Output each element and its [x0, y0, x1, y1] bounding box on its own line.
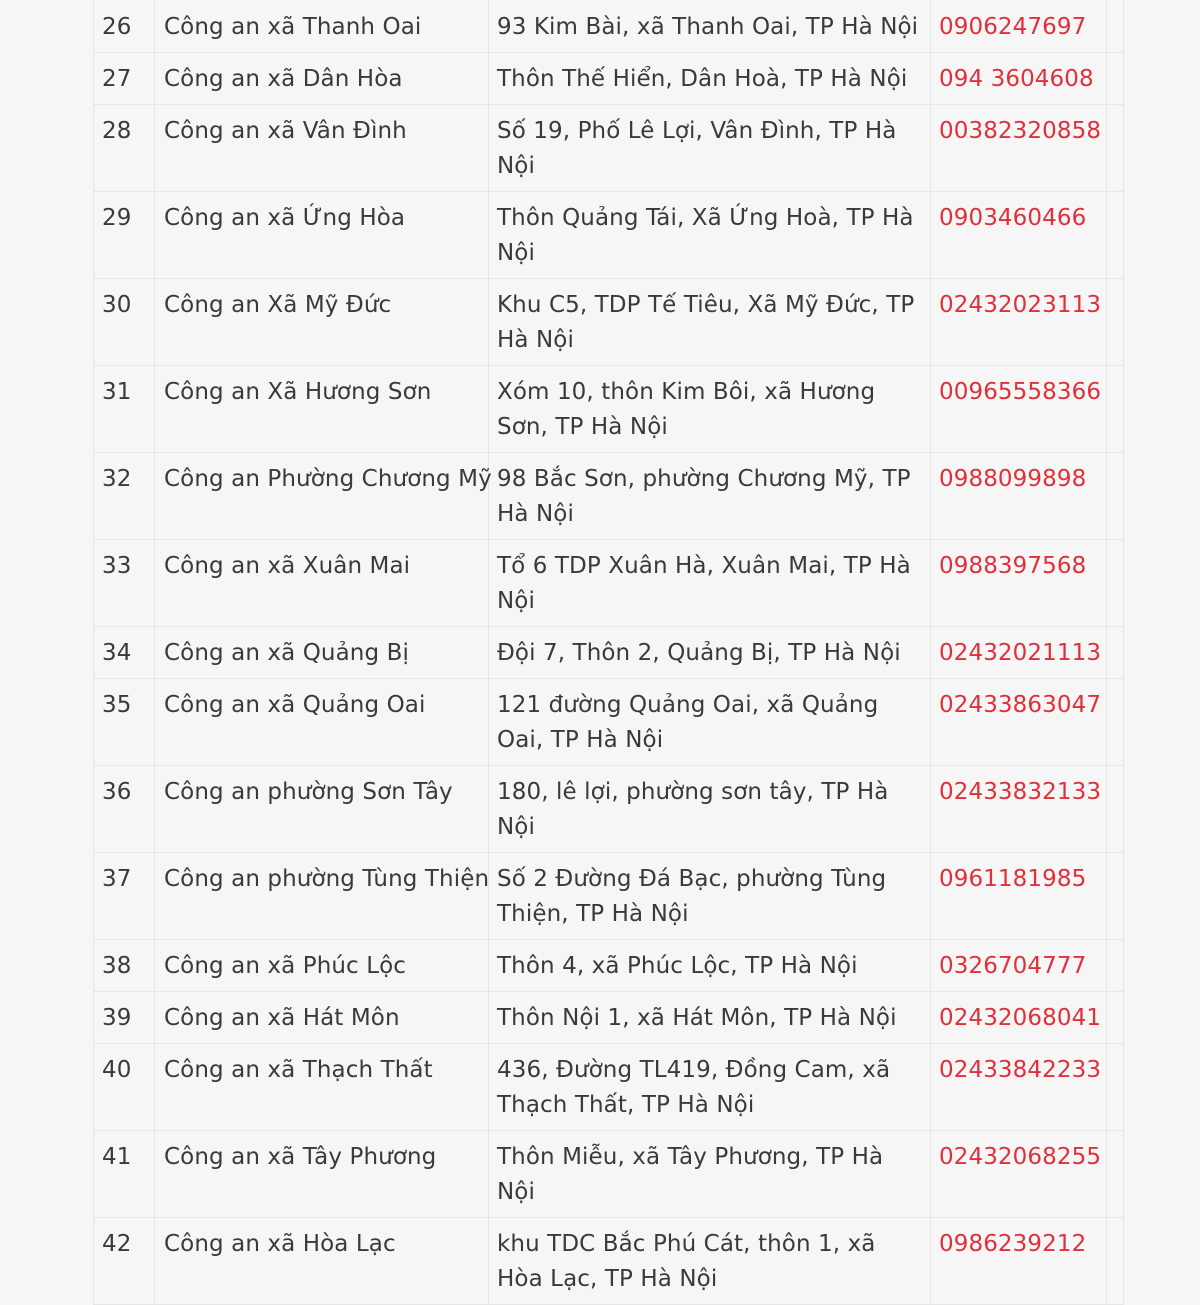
empty-cell [1107, 192, 1124, 279]
row-number: 41 [94, 1131, 155, 1218]
row-number: 34 [94, 627, 155, 679]
empty-cell [1107, 540, 1124, 627]
station-address: Số 19, Phố Lê Lợi, Vân Đình, TP Hà Nội [489, 105, 931, 192]
row-number: 37 [94, 853, 155, 940]
station-address: 98 Bắc Sơn, phường Chương Mỹ, TP Hà Nội [489, 453, 931, 540]
table-row [94, 453, 1124, 540]
empty-cell [1107, 992, 1124, 1044]
row-number: 40 [94, 1044, 155, 1131]
station-name: Công an phường Sơn Tây [155, 766, 489, 853]
station-address: Thôn Thế Hiển, Dân Hoà, TP Hà Nội [489, 53, 931, 105]
station-name: Công an xã Thanh Oai [155, 0, 489, 53]
empty-cell [1107, 279, 1124, 366]
empty-cell [1107, 853, 1124, 940]
table-row [94, 1044, 1124, 1131]
table-row [94, 53, 1124, 105]
row-number: 33 [94, 540, 155, 627]
station-name: Công an xã Quảng Oai [155, 679, 489, 766]
row-number: 29 [94, 192, 155, 279]
station-address: Khu C5, TDP Tế Tiêu, Xã Mỹ Đức, TP Hà Nội [489, 279, 931, 366]
station-address: Thôn Quảng Tái, Xã Ứng Hoà, TP Hà Nội [489, 192, 931, 279]
table-row [94, 540, 1124, 627]
row-number: 35 [94, 679, 155, 766]
table-row [94, 627, 1124, 679]
station-address: Thôn Miễu, xã Tây Phương, TP Hà Nội [489, 1131, 931, 1218]
table-row [94, 279, 1124, 366]
empty-cell [1107, 366, 1124, 453]
station-phone-link[interactable]: 02433842233 [931, 1044, 1107, 1131]
table-row [94, 105, 1124, 192]
station-phone-link[interactable]: 02433832133 [931, 766, 1107, 853]
station-phone-link[interactable]: 0986239212 [931, 1218, 1107, 1305]
row-number: 42 [94, 1218, 155, 1305]
station-phone-link[interactable]: 0988099898 [931, 453, 1107, 540]
station-phone-link[interactable]: 0903460466 [931, 192, 1107, 279]
table-row [94, 853, 1124, 940]
station-address: 436, Đường TL419, Đồng Cam, xã Thạch Thất, TP Hà Nội [489, 1044, 931, 1131]
station-name: Công an xã Thạch Thất [155, 1044, 489, 1131]
police-contact-table [93, 0, 1123, 1292]
table-row [94, 679, 1124, 766]
station-name: Công an xã Quảng Bị [155, 627, 489, 679]
row-number: 38 [94, 940, 155, 992]
table-row [94, 940, 1124, 992]
station-address: Số 2 Đường Đá Bạc, phường Tùng Thiện, TP Hà Nội [489, 853, 931, 940]
empty-cell [1107, 53, 1124, 105]
station-name: Công an xã Hát Môn [155, 992, 489, 1044]
empty-cell [1107, 1044, 1124, 1131]
station-address: 121 đường Quảng Oai, xã Quảng Oai, TP Hà Nội [489, 679, 931, 766]
empty-cell [1107, 0, 1124, 53]
station-name: Công an Xã Hương Sơn [155, 366, 489, 453]
station-address: Xóm 10, thôn Kim Bôi, xã Hương Sơn, TP Hà Nội [489, 366, 931, 453]
station-name: Công an xã Ứng Hòa [155, 192, 489, 279]
table-body [94, 0, 1124, 1305]
station-name: Công an xã Hòa Lạc [155, 1218, 489, 1305]
station-phone-link[interactable]: 02432068255 [931, 1131, 1107, 1218]
station-phone-link[interactable]: 00382320858 [931, 105, 1107, 192]
empty-cell [1107, 766, 1124, 853]
table-row [94, 1218, 1124, 1305]
empty-cell [1107, 679, 1124, 766]
empty-cell [1107, 627, 1124, 679]
empty-cell [1107, 453, 1124, 540]
station-address: Thôn Nội 1, xã Hát Môn, TP Hà Nội [489, 992, 931, 1044]
station-address: 180, lê lợi, phường sơn tây, TP Hà Nội [489, 766, 931, 853]
table-row [94, 1131, 1124, 1218]
station-phone-link[interactable]: 00965558366 [931, 366, 1107, 453]
station-name: Công an xã Xuân Mai [155, 540, 489, 627]
table-row [94, 766, 1124, 853]
station-phone-link[interactable]: 02432023113 [931, 279, 1107, 366]
table-row [94, 0, 1124, 53]
station-name: Công an Xã Mỹ Đức [155, 279, 489, 366]
row-number: 31 [94, 366, 155, 453]
row-number: 27 [94, 53, 155, 105]
station-phone-link[interactable]: 0988397568 [931, 540, 1107, 627]
station-phone-link[interactable]: 02432068041 [931, 992, 1107, 1044]
station-phone-link[interactable]: 02432021113 [931, 627, 1107, 679]
row-number: 39 [94, 992, 155, 1044]
row-number: 32 [94, 453, 155, 540]
table-row [94, 192, 1124, 279]
station-name: Công an xã Dân Hòa [155, 53, 489, 105]
station-name: Công an xã Tây Phương [155, 1131, 489, 1218]
station-address: Thôn 4, xã Phúc Lộc, TP Hà Nội [489, 940, 931, 992]
row-number: 30 [94, 279, 155, 366]
station-phone-link[interactable]: 0906247697 [931, 0, 1107, 53]
contact-table [93, 0, 1124, 1305]
station-address: Tổ 6 TDP Xuân Hà, Xuân Mai, TP Hà Nội [489, 540, 931, 627]
station-address: khu TDC Bắc Phú Cát, thôn 1, xã Hòa Lạc, TP Hà Nội [489, 1218, 931, 1305]
station-name: Công an xã Phúc Lộc [155, 940, 489, 992]
station-phone-link[interactable]: 094 3604608 [931, 53, 1107, 105]
table-row [94, 992, 1124, 1044]
station-name: Công an phường Tùng Thiện [155, 853, 489, 940]
row-number: 28 [94, 105, 155, 192]
empty-cell [1107, 940, 1124, 992]
row-number: 36 [94, 766, 155, 853]
station-phone-link[interactable]: 0961181985 [931, 853, 1107, 940]
station-address: 93 Kim Bài, xã Thanh Oai, TP Hà Nội [489, 0, 931, 53]
table-row [94, 366, 1124, 453]
station-address: Đội 7, Thôn 2, Quảng Bị, TP Hà Nội [489, 627, 931, 679]
empty-cell [1107, 1131, 1124, 1218]
row-number: 26 [94, 0, 155, 53]
empty-cell [1107, 1218, 1124, 1305]
station-phone-link[interactable]: 0326704777 [931, 940, 1107, 992]
station-phone-link[interactable]: 02433863047 [931, 679, 1107, 766]
empty-cell [1107, 105, 1124, 192]
station-name: Công an xã Vân Đình [155, 105, 489, 192]
station-name: Công an Phường Chương Mỹ [155, 453, 489, 540]
